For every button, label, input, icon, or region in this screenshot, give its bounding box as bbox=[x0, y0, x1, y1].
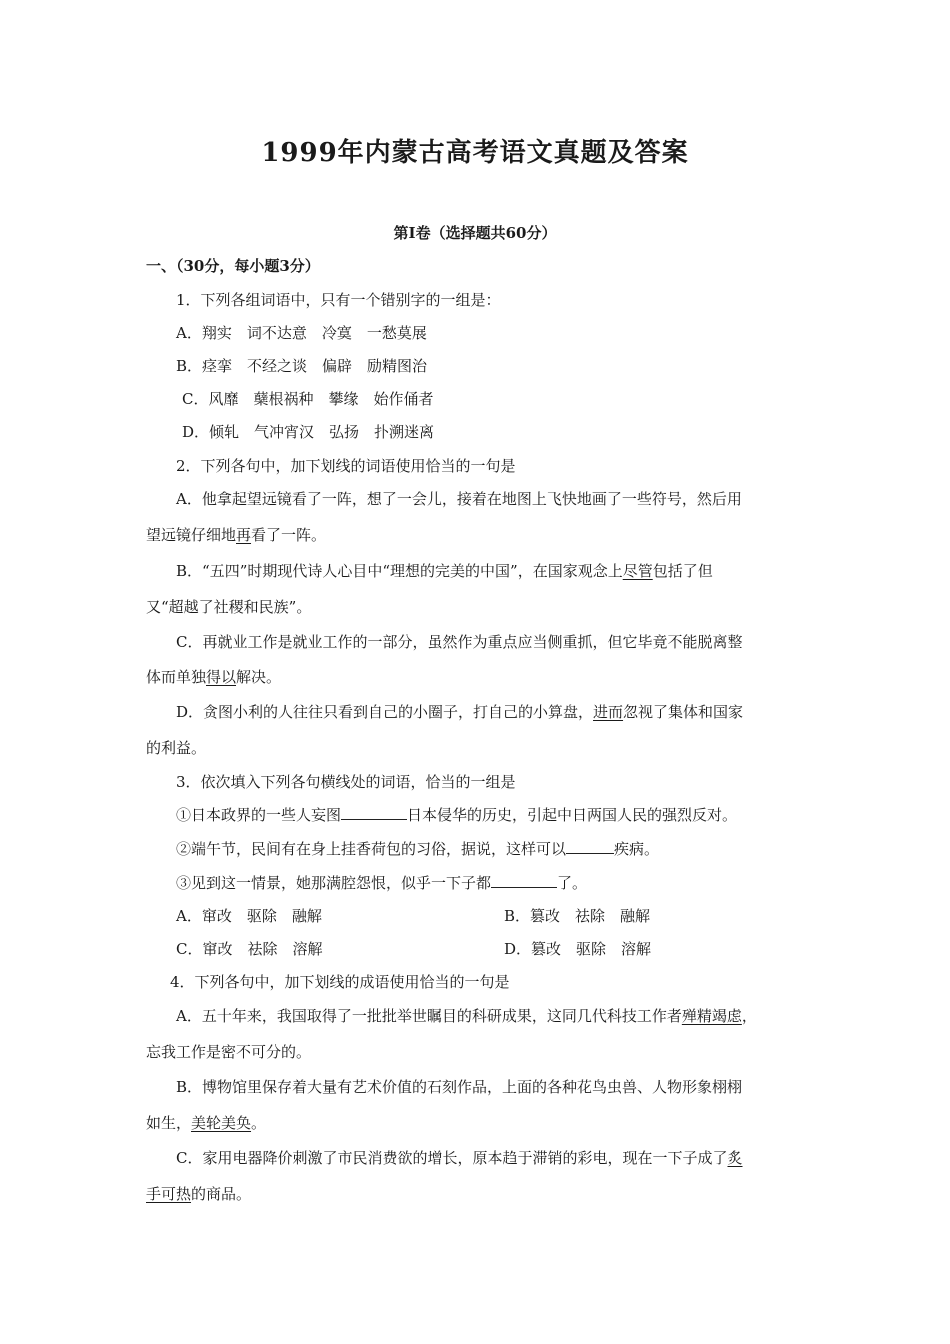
q2-stem: 2．下列各句中，加下划线的词语使用恰当的一句是 bbox=[176, 457, 516, 475]
text-segment: 疾病。 bbox=[614, 840, 660, 858]
underlined-word: 尽管 bbox=[622, 562, 653, 580]
q3-option-c: C．窜改 祛除 溶解 bbox=[176, 940, 323, 958]
q1-stem: 1．下列各组词语中，只有一个错别字的一组是： bbox=[176, 291, 501, 309]
q3-sentence-2 bbox=[176, 839, 659, 859]
fill-blank bbox=[566, 839, 614, 854]
underlined-idiom: 手可热 bbox=[146, 1185, 192, 1203]
underlined-idiom: 殚精竭虑 bbox=[681, 1007, 742, 1025]
q2-option-c-line2 bbox=[146, 667, 281, 687]
q2-option-b-line2: 又“超越了社稷和民族”。 bbox=[146, 598, 312, 616]
text-segment: ， bbox=[741, 1007, 757, 1025]
text-segment: 解决。 bbox=[236, 668, 282, 686]
q4-stem: 4．下列各句中，加下划线的成语使用恰当的一句是 bbox=[170, 973, 510, 991]
underlined-word: 再 bbox=[236, 526, 252, 544]
text-segment: A．五十年来，我国取得了一批批举世瞩目的科研成果，这同几代科技工作者 bbox=[176, 1007, 682, 1025]
q3-option-b: B．篡改 祛除 融解 bbox=[504, 907, 651, 925]
underlined-idiom: 美轮美奂 bbox=[191, 1114, 252, 1132]
text-segment: 日本侵华的历史，引起中日两国人民的强烈反对。 bbox=[407, 806, 738, 824]
text-segment: 包括了但 bbox=[652, 562, 713, 580]
document-title: 1999年内蒙古高考语文真题及答案 bbox=[261, 138, 689, 168]
text-segment: 看了一阵。 bbox=[251, 526, 327, 544]
text-segment: 忽视了集体和国家 bbox=[623, 703, 744, 721]
q4-option-b-line1: B．博物馆里保存着大量有艺术价值的石刻作品，上面的各种花鸟虫兽、人物形象栩栩 bbox=[176, 1078, 743, 1096]
q2-option-b-line1 bbox=[176, 561, 713, 581]
q2-option-d-line1 bbox=[176, 702, 743, 722]
fill-blank bbox=[341, 805, 407, 820]
underlined-word: 得以 bbox=[206, 668, 237, 686]
q3-stem: 3．依次填入下列各句横线处的词语，恰当的一组是 bbox=[176, 773, 516, 791]
underlined-idiom: 炙 bbox=[727, 1149, 743, 1167]
fill-blank bbox=[491, 873, 557, 888]
section-title: 第Ⅰ卷（选择题共60分） bbox=[393, 224, 557, 242]
text-segment: ①日本政界的一些人妄图 bbox=[176, 806, 342, 824]
q2-option-d-line2: 的利益。 bbox=[146, 739, 207, 757]
q4-option-c-line1 bbox=[176, 1148, 743, 1168]
q3-option-a: A．窜改 驱除 融解 bbox=[176, 907, 322, 925]
text-segment: 了。 bbox=[557, 874, 588, 892]
q4-option-c-line2 bbox=[146, 1184, 251, 1204]
text-segment: ②端午节，民间有在身上挂香荷包的习俗，据说，这样可以 bbox=[176, 840, 567, 858]
q4-option-a-line1 bbox=[176, 1006, 757, 1026]
q1-option-c: C．风靡 蘖根祸种 攀缘 始作俑者 bbox=[182, 390, 434, 408]
text-segment: C．家用电器降价刺激了市民消费欲的增长，原本趋于滞销的彩电，现在一下子成了 bbox=[176, 1149, 728, 1167]
text-segment: B．“五四”时期现代诗人心目中“理想的完美的中国”，在国家观念上 bbox=[176, 562, 623, 580]
q2-option-a-line1: A．他拿起望远镜看了一阵，想了一会儿，接着在地图上飞快地画了一些符号，然后用 bbox=[176, 490, 742, 508]
q3-option-d: D．篡改 驱除 溶解 bbox=[504, 940, 652, 958]
q4-option-a-line2: 忘我工作是密不可分的。 bbox=[146, 1043, 312, 1061]
q3-sentence-1 bbox=[176, 805, 737, 825]
text-segment: ③见到这一情景，她那满腔怨恨，似乎一下子都 bbox=[176, 874, 492, 892]
text-segment: 的商品。 bbox=[191, 1185, 252, 1203]
text-segment: 望远镜仔细地 bbox=[146, 526, 237, 544]
q1-option-d: D．倾轧 气冲宵汉 弘扬 扑溯迷离 bbox=[182, 423, 435, 441]
q2-option-a-line2 bbox=[146, 525, 326, 545]
q2-option-c-line1: C．再就业工作是就业工作的一部分，虽然作为重点应当侧重抓，但它毕竟不能脱离整 bbox=[176, 633, 743, 651]
q1-option-b: B．痉挛 不经之谈 偏辟 励精图治 bbox=[176, 357, 428, 375]
q1-option-a: A．翔实 词不达意 冷寞 一愁莫展 bbox=[176, 324, 427, 342]
text-segment: 。 bbox=[251, 1114, 267, 1132]
q4-option-b-line2 bbox=[146, 1113, 266, 1133]
text-segment: 体而单独 bbox=[146, 668, 207, 686]
text-segment: D．贪图小利的人往往只看到自己的小圈子，打自己的小算盘， bbox=[176, 703, 594, 721]
underlined-word: 进而 bbox=[593, 703, 624, 721]
text-segment: 如生， bbox=[146, 1114, 192, 1132]
part-one-heading: 一、（30分，每小题3分） bbox=[146, 257, 320, 275]
q3-sentence-3 bbox=[176, 873, 587, 893]
